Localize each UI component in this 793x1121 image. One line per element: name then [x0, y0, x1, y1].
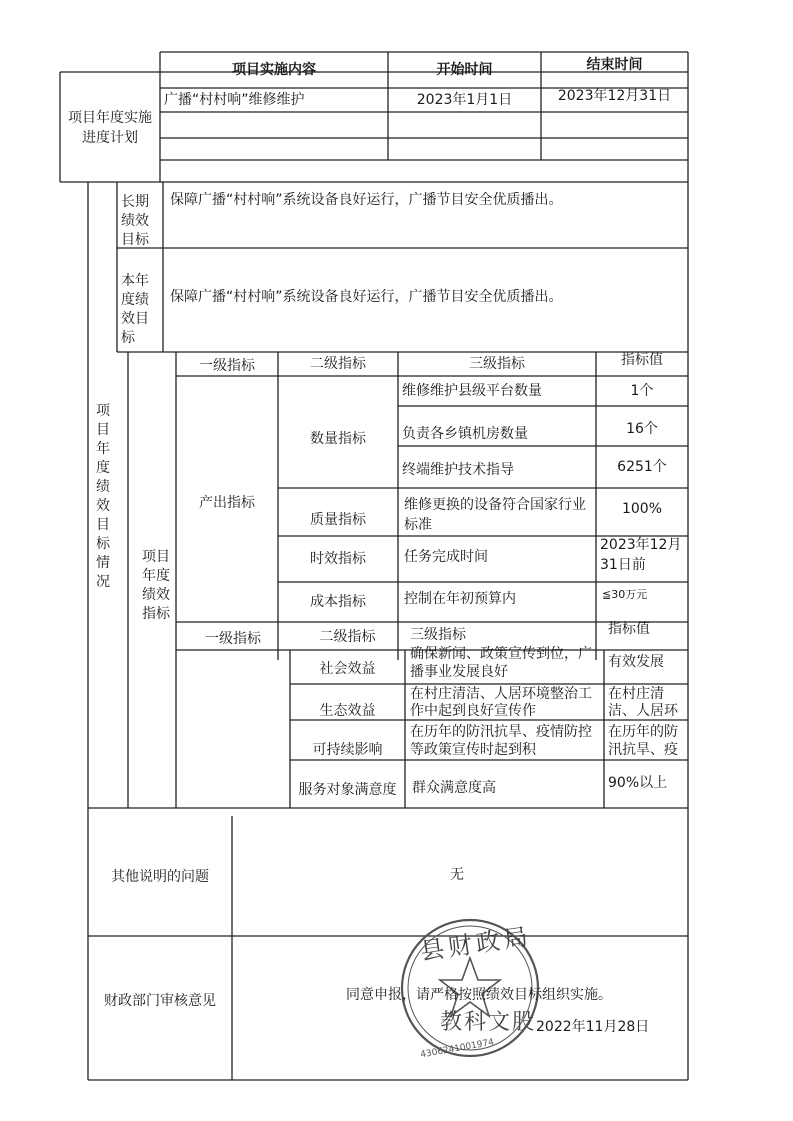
header1-level3: 三级指标 [469, 356, 525, 372]
sustainability-value: 在历年的防汛抗旱、疫 [608, 724, 678, 758]
header1-level1: 一级指标 [199, 358, 255, 374]
header2-value: 指标值 [608, 621, 650, 637]
header1-value: 指标值 [621, 352, 663, 368]
quantity-item-3: 终端维护技术指导 [402, 462, 514, 478]
sustainability-item: 在历年的防汛抗旱、疫情防控等政策宣传时起到积 [410, 724, 592, 758]
quantity-value-1: 1个 [630, 383, 654, 399]
review-opinion: 同意申报，请严格按照绩效目标组织实施。 [346, 987, 612, 1003]
quality-item: 维修更换的设备符合国家行业标准 [404, 497, 586, 533]
indicator-section-label: 项目年度绩效指标 [142, 549, 170, 622]
sustainability-label: 可持续影响 [312, 742, 383, 758]
ecology-benefit-label: 生态效益 [319, 703, 376, 719]
timeliness-value: 2023年12月31日前 [600, 537, 682, 573]
social-benefit-item: 确保新闻、政策宣传到位，广播事业发展良好 [410, 646, 592, 680]
social-benefit-value: 有效发展 [608, 654, 664, 670]
schedule-header-content: 项目实施内容 [232, 62, 316, 78]
schedule-label: 项目年度实施进度计划 [68, 110, 152, 146]
other-notes-label: 其他说明的问题 [111, 869, 209, 885]
satisfaction-value: 90%以上 [608, 775, 668, 791]
seal-code: 4306241001974 [419, 1037, 495, 1061]
review-date: 2022年11月28日 [536, 1019, 650, 1035]
timeliness-label: 时效指标 [310, 551, 366, 567]
quantity-item-2: 负责各乡镇机房数量 [402, 426, 528, 442]
header2-level1: 一级指标 [205, 631, 261, 647]
quality-value: 100% [621, 501, 663, 517]
cost-label: 成本指标 [310, 594, 366, 610]
quantity-item-1: 维修维护县级平台数量 [402, 383, 542, 399]
satisfaction-item: 群众满意度高 [412, 780, 496, 796]
satisfaction-label: 服务对象满意度 [298, 782, 397, 798]
goals-section-label: 项目年度绩效目标情况 [96, 403, 110, 590]
schedule-header-start: 开始时间 [436, 62, 493, 78]
ecology-benefit-item: 在村庄清洁、人居环境整治工作中起到良好宣传作 [410, 686, 592, 719]
header2-level3: 三级指标 [410, 627, 466, 643]
seal-bottom-text: 教科文股 [440, 1010, 537, 1035]
long-term-label: 长期绩效目标 [121, 194, 149, 248]
schedule-row-end: 2023年12月31日 [557, 88, 672, 104]
cost-value: ≦30万元 [602, 588, 648, 601]
schedule-row-content: 广播“村村响”维修维护 [164, 92, 305, 108]
cost-item: 控制在年初预算内 [404, 591, 516, 607]
annual-goal-label: 本年度绩效目标 [121, 273, 149, 346]
quantity-label: 数量指标 [310, 431, 366, 447]
seal-top-text: 县财政局 [418, 922, 534, 966]
long-term-text: 保障广播“村村响”系统设备良好运行，广播节目安全优质播出。 [170, 192, 563, 208]
ecology-benefit-value: 在村庄清洁、人居环 [608, 686, 678, 719]
other-notes-value: 无 [450, 867, 464, 883]
social-benefit-label: 社会效益 [319, 661, 376, 677]
schedule-row-start: 2023年1月1日 [416, 92, 513, 108]
header2-level2: 二级指标 [319, 629, 376, 645]
review-label: 财政部门审核意见 [104, 993, 216, 1009]
quantity-value-2: 16个 [626, 421, 658, 437]
timeliness-item: 任务完成时间 [404, 549, 488, 565]
quality-label: 质量指标 [310, 512, 366, 528]
output-indicator-label: 产出指标 [199, 495, 255, 511]
schedule-header-end: 结束时间 [586, 57, 643, 73]
header1-level2: 二级指标 [310, 356, 366, 372]
quantity-value-3: 6251个 [617, 459, 667, 475]
annual-goal-text: 保障广播“村村响”系统设备良好运行，广播节目安全优质播出。 [170, 289, 563, 305]
